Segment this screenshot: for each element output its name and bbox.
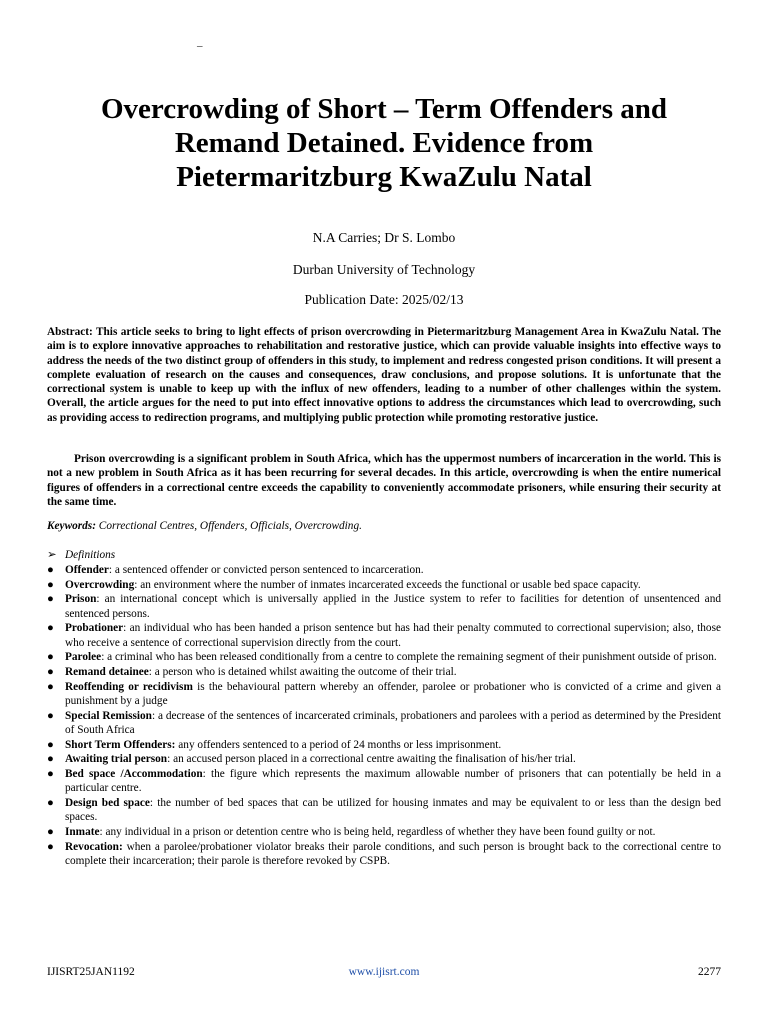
definition-text: any individual in a prison or detention centre who is being held, regardless of whether they have been found guilty or not. [105, 826, 656, 839]
definition-text: is the behavioural pattern whereby an offender, parolee or probationer who is convicted of a crime and given a punishment by a judge [65, 680, 721, 708]
definition-item [47, 680, 721, 709]
definition-text: an environment where the number of inmates incarcerated exceeds the functional or usable bed space capacity. [140, 578, 641, 591]
footer-website-link[interactable]: www.ijisrt.com [348, 966, 420, 978]
definition-separator: : [101, 651, 108, 664]
intro-paragraph: Prison overcrowding is a significant problem in South Africa, which has the uppermost numbers of incarceration in the world. This is not a new problem in South Africa as it has been recurring for several decades. In this article, overcrowding is when the entire numerical figures of offenders in a correctional centre exceeds the capability to conveniently accommodate prisoners, while ensuring their security at the same time. [47, 453, 721, 508]
arrow-bullet-icon: ➢ [47, 549, 57, 561]
keywords [47, 520, 721, 532]
bullet-icon: ● [47, 680, 54, 693]
definition-text: an international concept which is universally applied in the Justice system to refer to facilities for detention of unsentenced and sentenced persons. [65, 593, 721, 620]
definition-separator: : [99, 826, 106, 839]
definition-term: Remand detainee [65, 666, 149, 679]
definition-separator: : [96, 593, 105, 606]
definition-text: a criminal who has been released conditionally from a centre to complete the remaining segment of their punishment outside of prison. [107, 651, 717, 664]
definition-separator: : [151, 709, 158, 722]
definition-term: Special Remission [65, 709, 152, 722]
keywords-label: Keywords: [47, 520, 96, 532]
definition-term: Offender [65, 564, 109, 576]
definition-text: a decrease of the sentences of incarcerated criminals, probationers and parolees with a period as determined by the President of South Africa [65, 709, 721, 736]
definition-item [47, 563, 721, 577]
definition-term: Inmate [65, 826, 100, 839]
bullet-icon: ● [47, 578, 54, 591]
bullet-icon: ● [47, 768, 54, 781]
bullet-icon: ● [47, 826, 54, 839]
definition-text: when a parolee/probationer violator breaks their parole conditions, and such person is brought back to the correctional centre to complete their incarceration; their parole is therefore revoked by CSPB. [65, 840, 721, 868]
bullet-icon: ● [47, 753, 54, 766]
bullet-icon: ● [47, 738, 54, 751]
abstract-text: This article seeks to bring to light effects of prison overcrowding in Pietermaritzburg Management Area in KwaZulu Natal. The aim is to explore innovative approaches to rehabilitation and restorative justice, which can provide valuable insights into effective ways to address the needs of the two distinct group of offenders in this study, to implement and redress congested prison conditions. It will present a complete evaluation of research on the causes and consequences, draw conclusions, and propose solutions. It is unfortunate that the correctional system is unable to keep up with the influx of new offenders, leading to a number of other challenges within the system. Overall, the article argues for the need to put into effect innovative options to address the circumstances which lead to overcrowding, such as providing access to redirection programs, and multiplying public protection while promoting restorative justice. [47, 326, 721, 424]
definition-separator: : [123, 622, 130, 635]
definition-separator: : [108, 564, 115, 576]
title-line: Remand Detained. Evidence from [174, 127, 594, 159]
paper-title [40, 92, 728, 194]
definition-separator: : [148, 666, 155, 679]
keywords-text: Correctional Centres, Offenders, Officials, Overcrowding. [98, 520, 362, 532]
definition-term: Parolee [65, 651, 102, 664]
definition-text: a sentenced offender or convicted person sentenced to incarceration. [114, 564, 424, 576]
definition-term: Probationer [65, 622, 124, 635]
footer-paper-id: IJISRT25JAN1192 [47, 966, 135, 978]
definitions-heading-label: Definitions [65, 549, 116, 561]
definition-separator: : [167, 753, 174, 766]
bullet-icon: ● [47, 666, 54, 679]
publication-date: Publication Date: 2025/02/13 [304, 292, 464, 307]
bullet-icon: ● [47, 564, 54, 576]
definitions-list [47, 563, 721, 869]
definition-text: an individual who has been handed a prison sentence but has had their penalty commuted to correctional supervision; also, those who receive a sentence of correctional supervision directly from the court. [65, 622, 721, 649]
definition-term: Prison [65, 593, 97, 606]
affiliation: Durban University of Technology [292, 262, 476, 277]
definition-text: any offenders sentenced to a period of 24 months or less imprisonment. [178, 738, 502, 751]
definition-term: Awaiting trial person [65, 753, 168, 766]
definition-term: Reoffending or recidivism [65, 680, 193, 693]
abstract [47, 325, 721, 425]
definition-term: Revocation: [65, 840, 123, 853]
footer-page-number: 2277 [698, 966, 721, 978]
definition-item [47, 767, 721, 796]
definition-text: the figure which represents the maximum allowable number of prisoners that can potentially be held in a particular centre. [65, 768, 721, 795]
definition-term: Design bed space [65, 797, 150, 810]
bullet-icon: ● [47, 593, 54, 606]
definition-separator: : [149, 797, 158, 810]
bullet-icon: ● [47, 651, 54, 664]
definition-item [47, 665, 721, 679]
definition-item [47, 578, 721, 592]
definition-item [47, 752, 721, 766]
definitions-heading [47, 548, 115, 561]
definition-text: an accused person placed in a correctional centre awaiting the finalisation of his/her trial. [173, 753, 576, 766]
definition-item [47, 592, 721, 621]
definition-term: Bed space /Accommodation [65, 768, 203, 781]
title-line: Pietermaritzburg KwaZulu Natal [176, 161, 592, 193]
definition-separator: : [134, 578, 141, 591]
definition-item [47, 650, 721, 664]
definition-term: Short Term Offenders: [65, 738, 176, 751]
definition-item [47, 840, 721, 869]
definition-item [47, 621, 721, 650]
bullet-icon: ● [47, 840, 54, 853]
bullet-icon: ● [47, 622, 54, 635]
definition-item [47, 796, 721, 825]
definition-text: the number of bed spaces that can be utilized for housing inmates and may be equivalent to or less than the design bed spaces. [65, 797, 721, 824]
definition-item [47, 825, 721, 839]
bullet-icon: ● [47, 797, 54, 810]
definition-item [47, 738, 721, 752]
bullet-icon: ● [47, 709, 54, 722]
abstract-label: Abstract: [47, 326, 93, 338]
definition-separator: : [202, 768, 211, 781]
definition-term: Overcrowding [65, 578, 135, 591]
authors: N.A Carries; Dr S. Lombo [312, 230, 456, 245]
header-mark: – [197, 40, 203, 52]
definition-item [47, 709, 721, 738]
title-line: Overcrowding of Short – Term Offenders and [100, 93, 668, 125]
definition-text: a person who is detained whilst awaiting the outcome of their trial. [154, 666, 457, 679]
